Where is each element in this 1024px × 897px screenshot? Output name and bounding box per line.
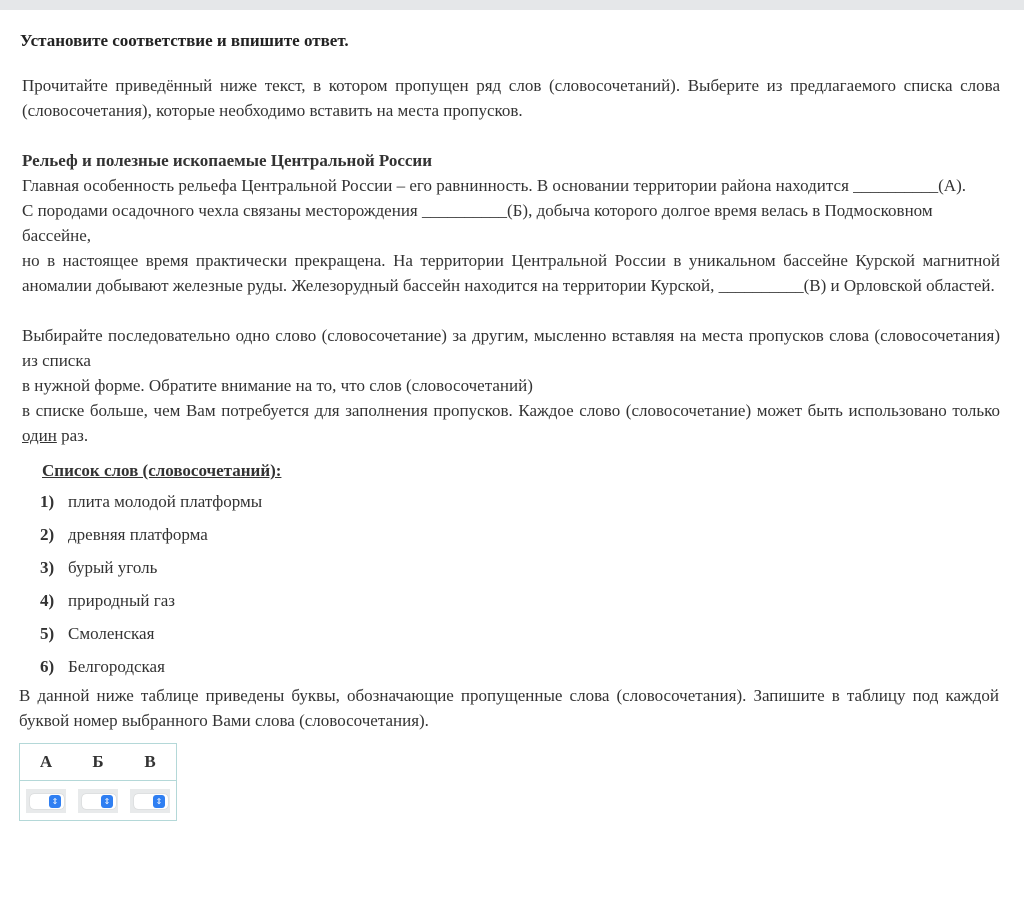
text-title: Рельеф и полезные ископаемые Центральной России [22,151,433,170]
list-item [40,518,1000,551]
instruction-part: раз. [56,426,89,445]
text-paragraph: Главная особенность рельефа Центральной России – его равнинность. В основании территории района находится __________(А). [22,176,966,195]
item-number: 1) [40,492,55,511]
instruction: Выбирайте последовательно одно слово (словосочетание) за другим, мысленно вставляя на места пропусков слова (словосочетания) из списка [22,326,1000,370]
instruction-part: в списке больше, чем Вам потребуется для заполнения пропусков. Каждое слово (словосочетание) может быть использовано только [22,401,1000,420]
item-text: древняя платформа [68,525,208,544]
item-text: Смоленская [68,624,155,643]
list-item [40,617,1000,650]
instruction: в нужной форме. Обратите внимание на то, что слов (словосочетаний) [22,376,533,395]
list-item [40,485,1000,518]
intro-text: Прочитайте приведённый ниже текст, в котором пропущен ряд слов (словосочетаний). Выберите из предлагаемого списка слова (словосочетания), которые необходимо вставить на места пропусков. [22,76,1000,120]
task-title: Установите соответствие и впишите ответ. [20,31,349,50]
answer-select-v[interactable] [130,789,170,813]
list-item [40,551,1000,584]
top-bar [0,0,1024,10]
column-header-b: Б [72,744,124,781]
item-number: 6) [40,657,55,676]
item-text: Белгородская [68,657,165,676]
list-item [40,584,1000,617]
item-text: бурый уголь [68,558,158,577]
answer-select-b[interactable] [78,789,118,813]
table-instruction: В данной ниже таблице приведены буквы, обозначающие пропущенные слова (словосочетания). Запишите в таблицу под каждой буквой номер выбранного Вами слова (словосочетания). [19,686,999,730]
answer-table [19,743,177,821]
select-arrows-icon: ⇕ [153,795,165,808]
select-arrows-icon: ⇕ [101,795,113,808]
column-header-v: В [124,744,177,781]
select-arrows-icon: ⇕ [49,795,61,808]
answer-select-a[interactable] [26,789,66,813]
item-text: плита молодой платформы [68,492,263,511]
item-number: 5) [40,624,55,643]
instruction [22,398,1000,448]
list-item [40,650,1000,683]
item-number: 4) [40,591,55,610]
item-number: 2) [40,525,55,544]
item-text: природный газ [68,591,175,610]
list-title: Список слов (словосочетаний): [42,461,282,480]
instruction-underlined: один [22,426,57,445]
word-list [40,485,1000,683]
item-number: 3) [40,558,55,577]
text-paragraph: С породами осадочного чехла связаны месторождения __________(Б), добыча которого долгое время велась в Подмосковном бассейне, [22,201,933,245]
column-header-a: А [20,744,73,781]
text-paragraph: но в настоящее время практически прекращена. На территории Центральной России в уникальном бассейне Курской магнитной аномалии добывают железные руды. Железорудный бассейн находится на территории Курской, __________(В) и Орловской областей. [22,251,1000,295]
